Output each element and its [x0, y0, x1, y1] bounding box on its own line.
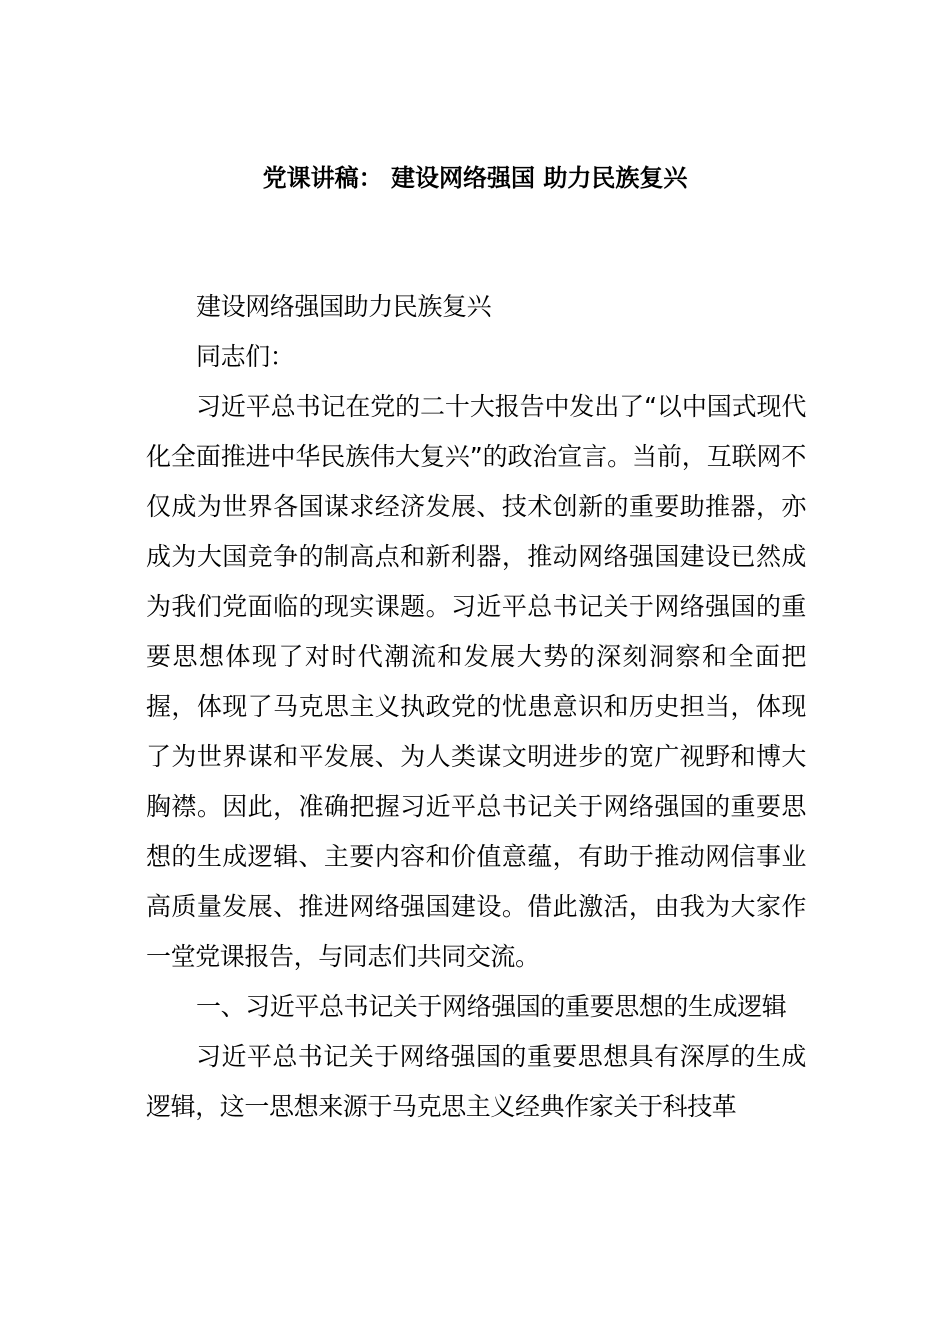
paragraph-salutation: 同志们： [196, 342, 295, 371]
document-title: 党课讲稿： 建设网络强国 助力民族复兴 [262, 164, 688, 192]
paragraph-intro: 习近平总书记在党的二十大报告中发出了“以中国式现代化全面推进中华民族伟大复兴”的政治宣言。当前，互联网不仅成为世界各国谋求经济发展、技术创新的重要助推器，亦成为大国竞争的制高点和新利器，推动网络强国建设已然成为我们党面临的现实课题。习近平总书记关于网络强国的重要思想体现了对时代潮流和发展大势的深刻洞察和全面把握，体现了马克思主义执政党的忧患意识和历史担当，体现了为世界谋和平发展、为人类谋文明进步的宽广视野和博大胸襟。因此，准确把握习近平总书记关于网络强国的重要思想的生成逻辑、主要内容和价值意蕴，有助于推动网信事业高质量发展、推进网络强国建设。借此激活，由我为大家作一堂党课报告，与同志们共同交流。 [146, 392, 806, 971]
section-heading-1: 一、习近平总书记关于网络强国的重要思想的生成逻辑 [196, 992, 787, 1021]
document-body [146, 282, 806, 1132]
paragraph-section-1: 习近平总书记关于网络强国的重要思想具有深厚的生成逻辑，这一思想来源于马克思主义经典作家关于科技革 [146, 1042, 806, 1121]
paragraph-subtitle: 建设网络强国助力民族复兴 [196, 292, 492, 321]
